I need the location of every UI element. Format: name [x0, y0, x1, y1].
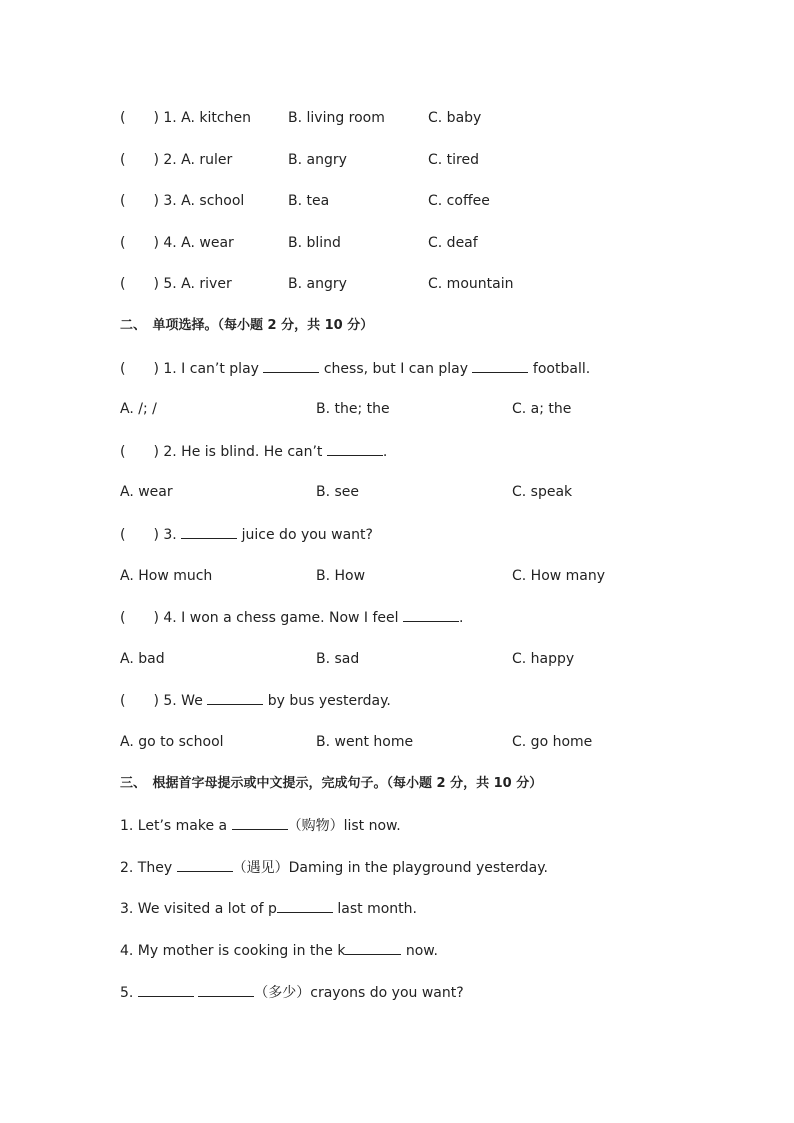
stem-part: ( ) 3. — [120, 527, 182, 543]
option-b: B. How — [316, 568, 366, 584]
answer-blank[interactable] — [403, 607, 459, 622]
option-b: B. angry — [288, 276, 347, 292]
option-a: A. wear — [120, 484, 173, 500]
answer-blank[interactable] — [177, 857, 233, 872]
answer-blank[interactable] — [327, 441, 383, 456]
stem-part: （遇见）Daming in the playground yesterday. — [232, 860, 548, 876]
part2-question-5 — [120, 690, 391, 710]
option-c: C. deaf — [428, 235, 478, 251]
stem-part: . — [382, 444, 388, 460]
option-b: B. tea — [288, 193, 330, 209]
option-b: B. see — [316, 484, 360, 500]
stem-part: chess, but I can play — [319, 361, 473, 377]
question-stem: ( ) 4. A. wear — [120, 235, 234, 251]
stem-part: juice do you want? — [237, 527, 373, 543]
answer-blank[interactable] — [232, 815, 288, 830]
option-b: B. blind — [288, 235, 341, 251]
part2-question-4 — [120, 607, 463, 627]
question-stem: ( ) 2. A. ruler — [120, 152, 233, 168]
option-b: B. sad — [316, 651, 360, 667]
question-stem: ( ) 3. A. school — [120, 193, 245, 209]
option-c: C. mountain — [428, 276, 514, 292]
answer-blank[interactable] — [181, 524, 237, 539]
part3-sentence-3 — [120, 898, 417, 918]
stem-part: football. — [528, 361, 591, 377]
option-c: C. baby — [428, 110, 482, 126]
stem-part: 1. Let’s make a — [120, 818, 232, 834]
answer-blank[interactable] — [263, 358, 319, 373]
option-b: B. living room — [288, 110, 385, 126]
part3-sentence-2 — [120, 857, 548, 877]
option-b: B. angry — [288, 152, 347, 168]
option-c: C. happy — [512, 651, 575, 667]
option-c: C. speak — [512, 484, 573, 500]
option-c: C. go home — [512, 734, 593, 750]
answer-blank[interactable] — [198, 982, 254, 997]
section-heading-3: 三、 根据首字母提示或中文提示，完成句子。（每小题 2 分，共 10 分） — [120, 776, 543, 791]
option-a: A. How much — [120, 568, 213, 584]
option-a: A. bad — [120, 651, 165, 667]
answer-blank[interactable] — [138, 982, 194, 997]
stem-part: by bus yesterday. — [263, 693, 391, 709]
part2-question-1 — [120, 358, 590, 378]
option-a: A. /; / — [120, 401, 157, 417]
part3-sentence-5 — [120, 982, 464, 1002]
answer-blank[interactable] — [472, 358, 528, 373]
part3-sentence-1 — [120, 815, 401, 835]
stem-part: ( ) 5. We — [120, 693, 208, 709]
answer-blank[interactable] — [207, 690, 263, 705]
stem-part: 2. They — [120, 860, 177, 876]
stem-part: ( ) 4. I won a chess game. Now I feel — [120, 610, 403, 626]
option-c: C. a; the — [512, 401, 572, 417]
part3-sentence-4 — [120, 940, 438, 960]
option-b: B. the; the — [316, 401, 390, 417]
stem-part: ( ) 2. He is blind. He can’t — [120, 444, 327, 460]
stem-part: （购物）list now. — [287, 818, 401, 834]
option-a: A. go to school — [120, 734, 224, 750]
stem-part: 4. My mother is cooking in the k — [120, 943, 346, 959]
part2-question-3 — [120, 524, 373, 544]
part2-question-2 — [120, 441, 387, 461]
question-stem: ( ) 5. A. river — [120, 276, 232, 292]
stem-part: 3. We visited a lot of p — [120, 901, 277, 917]
answer-blank[interactable] — [277, 898, 333, 913]
option-c: C. coffee — [428, 193, 490, 209]
stem-part: （多少）crayons do you want? — [254, 985, 464, 1001]
section-heading-2: 二、 单项选择。（每小题 2 分，共 10 分） — [120, 318, 374, 333]
option-c: C. How many — [512, 568, 606, 584]
option-c: C. tired — [428, 152, 480, 168]
answer-blank[interactable] — [345, 940, 401, 955]
stem-part: 5. — [120, 985, 138, 1001]
stem-part: ( ) 1. I can’t play — [120, 361, 264, 377]
stem-part: now. — [401, 943, 438, 959]
question-stem: ( ) 1. A. kitchen — [120, 110, 251, 126]
option-b: B. went home — [316, 734, 414, 750]
stem-part: last month. — [332, 901, 417, 917]
stem-part: . — [458, 610, 464, 626]
